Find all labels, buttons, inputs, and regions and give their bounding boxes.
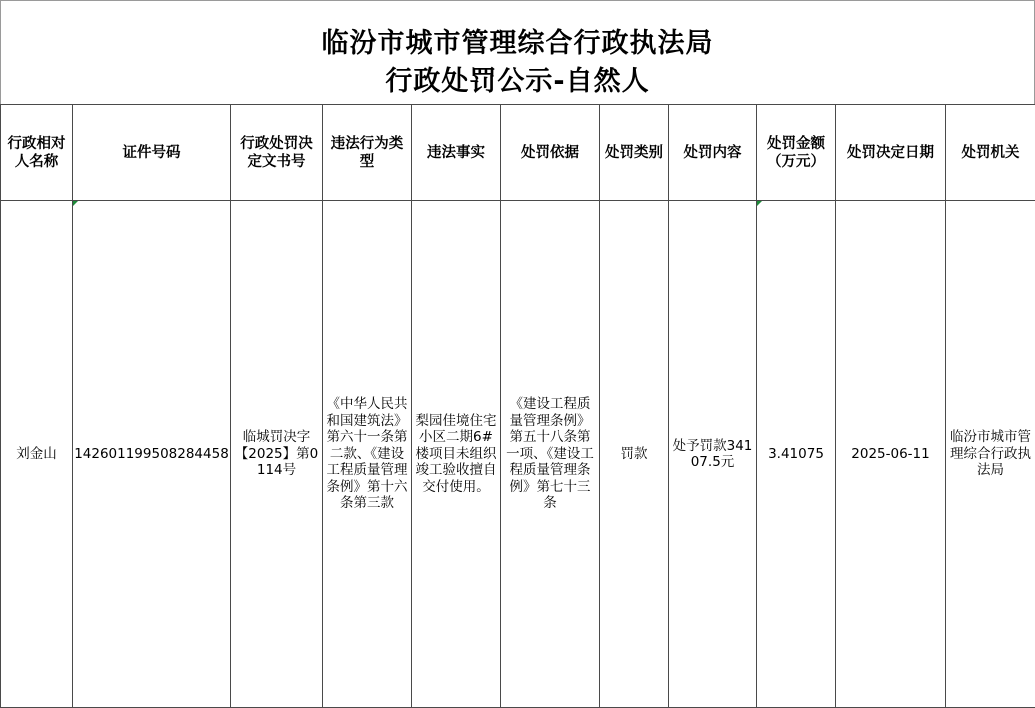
cell-corner-marker <box>757 201 762 206</box>
cell-date[interactable]: 2025-06-11 <box>836 201 946 708</box>
table-row <box>1 201 1035 708</box>
cell-amount[interactable]: 3.41075 <box>757 201 836 708</box>
cell-category[interactable]: 罚款 <box>600 201 669 708</box>
header-category: 处罚类别 <box>600 105 669 201</box>
header-amount: 处罚金额（万元） <box>757 105 836 201</box>
header-basis: 处罚依据 <box>501 105 600 201</box>
cell-facts[interactable]: 梨园佳境住宅小区二期6#楼项目未组织竣工验收擅自交付使用。 <box>412 201 501 708</box>
cell-basis[interactable]: 《建设工程质量管理条例》第五十八条第一项、《建设工程质量管理条例》第七十三条 <box>501 201 600 708</box>
cell-decision-no[interactable]: 临城罚决字【2025】第0114号 <box>231 201 323 708</box>
cell-violation-type[interactable]: 《中华人民共和国建筑法》第六十一条第二款、《建设工程质量管理条例》第十六条第三款 <box>323 201 412 708</box>
title-area <box>0 0 1035 105</box>
header-facts: 违法事实 <box>412 105 501 201</box>
penalty-table <box>0 104 1035 708</box>
cell-name[interactable]: 刘金山 <box>1 201 73 708</box>
header-row <box>1 105 1035 201</box>
header-authority: 处罚机关 <box>946 105 1035 201</box>
header-name: 行政相对人名称 <box>1 105 73 201</box>
cell-authority[interactable]: 临汾市城市管理综合行政执法局 <box>946 201 1035 708</box>
header-date: 处罚决定日期 <box>836 105 946 201</box>
cell-id-number[interactable]: 142601199508284458 <box>73 201 231 708</box>
page-subtitle: 行政处罚公示-自然人 <box>385 66 650 97</box>
page-title: 临汾市城市管理综合行政执法局 <box>321 28 714 59</box>
cell-content[interactable]: 处予罚款34107.5元 <box>669 201 757 708</box>
header-violation-type: 违法行为类型 <box>323 105 412 201</box>
header-decision-no: 行政处罚决定文书号 <box>231 105 323 201</box>
cell-corner-marker <box>73 201 78 206</box>
header-content: 处罚内容 <box>669 105 757 201</box>
header-id-number: 证件号码 <box>73 105 231 201</box>
